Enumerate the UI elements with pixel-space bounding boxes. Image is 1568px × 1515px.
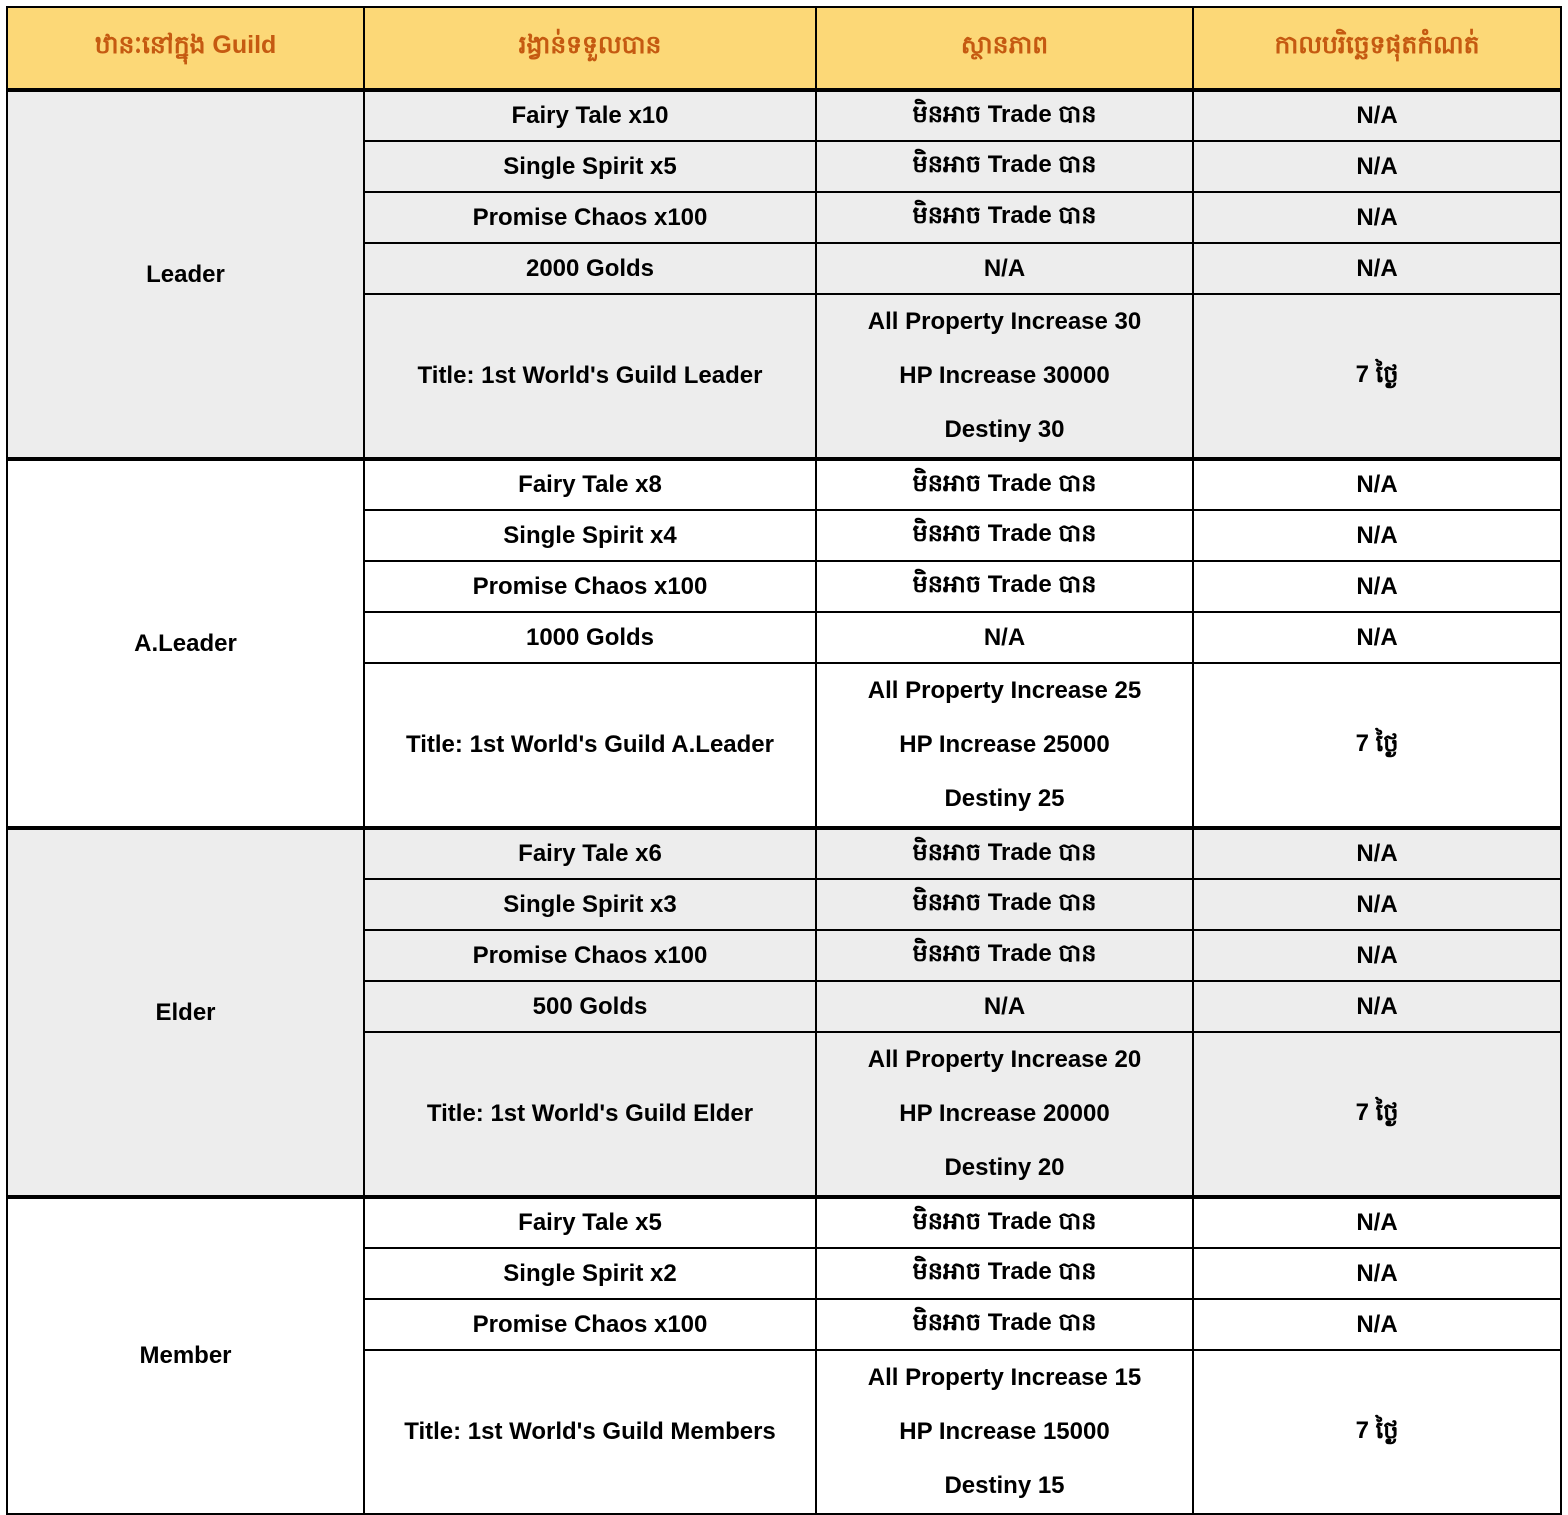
header-status: ស្ថានភាព [816, 7, 1193, 90]
status-line: All Property Increase 25 [867, 677, 1142, 704]
status-line: Destiny 30 [944, 416, 1065, 443]
reward-cell: Single Spirit x2 [364, 1248, 816, 1299]
expiry-cell: N/A [1193, 1248, 1561, 1299]
status-line: HP Increase 20000 [899, 1100, 1110, 1127]
status-line: មិនអាច Trade បាន [912, 571, 1097, 598]
header-row [7, 7, 1561, 90]
reward-cell: Promise Chaos x100 [364, 930, 816, 981]
reward-cell: Fairy Tale x5 [364, 1197, 816, 1248]
guild-rank-cell: Member [7, 1197, 364, 1514]
expiry-cell: N/A [1193, 243, 1561, 294]
reward-cell: Title: 1st World's Guild Leader [364, 294, 816, 459]
header-reward: រង្វាន់ទទួលបាន [364, 7, 816, 90]
status-cell [816, 930, 1193, 981]
reward-cell: Single Spirit x4 [364, 510, 816, 561]
status-line: HP Increase 30000 [899, 362, 1110, 389]
reward-cell: Fairy Tale x10 [364, 90, 816, 141]
status-cell [816, 1197, 1193, 1248]
table-row [7, 90, 1561, 141]
status-line: All Property Increase 20 [867, 1046, 1142, 1073]
header-expiry: កាលបរិច្ឆេទផុតកំណត់ [1193, 7, 1561, 90]
status-cell [816, 612, 1193, 663]
status-line: Destiny 25 [944, 785, 1065, 812]
status-cell [816, 981, 1193, 1032]
expiry-cell: N/A [1193, 141, 1561, 192]
status-cell [816, 243, 1193, 294]
expiry-cell: N/A [1193, 879, 1561, 930]
reward-cell: Title: 1st World's Guild A.Leader [364, 663, 816, 828]
status-cell [816, 1350, 1193, 1514]
status-cell [816, 510, 1193, 561]
expiry-cell: 7 ថ្ងៃ [1193, 294, 1561, 459]
expiry-cell: N/A [1193, 192, 1561, 243]
expiry-cell: N/A [1193, 510, 1561, 561]
status-line: មិនអាច Trade បាន [912, 889, 1097, 916]
expiry-cell: N/A [1193, 930, 1561, 981]
status-line: មិនអាច Trade បាន [912, 1207, 1097, 1235]
table-body [7, 90, 1561, 1514]
status-line: មិនអាច Trade បាន [912, 940, 1097, 967]
status-cell [816, 90, 1193, 141]
status-line: Destiny 20 [944, 1154, 1065, 1181]
status-line: N/A [983, 992, 1026, 1020]
status-line: មិនអាច Trade បាន [912, 469, 1097, 497]
expiry-cell: N/A [1193, 561, 1561, 612]
reward-cell: Promise Chaos x100 [364, 561, 816, 612]
reward-cell: Single Spirit x5 [364, 141, 816, 192]
status-line: មិនអាច Trade បាន [912, 151, 1097, 178]
status-cell [816, 828, 1193, 879]
reward-cell: 2000 Golds [364, 243, 816, 294]
reward-cell: 500 Golds [364, 981, 816, 1032]
table-row [7, 828, 1561, 879]
expiry-cell: 7 ថ្ងៃ [1193, 663, 1561, 828]
status-line: N/A [983, 254, 1026, 282]
header-guild-rank: ឋានៈនៅក្នុង Guild [7, 7, 364, 90]
reward-cell: Title: 1st World's Guild Members [364, 1350, 816, 1514]
guild-rank-cell: A.Leader [7, 459, 364, 828]
status-cell [816, 561, 1193, 612]
guild-rank-cell: Elder [7, 828, 364, 1197]
status-line: All Property Increase 30 [867, 308, 1142, 335]
reward-cell: Single Spirit x3 [364, 879, 816, 930]
status-line: មិនអាច Trade បាន [912, 202, 1097, 229]
status-line: HP Increase 15000 [899, 1418, 1110, 1445]
status-line: N/A [983, 623, 1026, 651]
status-line: All Property Increase 15 [867, 1364, 1142, 1391]
expiry-cell: N/A [1193, 981, 1561, 1032]
status-cell [816, 1032, 1193, 1197]
status-cell [816, 663, 1193, 828]
status-cell [816, 141, 1193, 192]
status-cell [816, 879, 1193, 930]
expiry-cell: 7 ថ្ងៃ [1193, 1032, 1561, 1197]
status-line: មិនអាច Trade បាន [912, 1258, 1097, 1285]
expiry-cell: N/A [1193, 612, 1561, 663]
status-line: មិនអាច Trade បាន [912, 520, 1097, 547]
table-row [7, 459, 1561, 510]
expiry-cell: 7 ថ្ងៃ [1193, 1350, 1561, 1514]
reward-cell: Fairy Tale x8 [364, 459, 816, 510]
expiry-cell: N/A [1193, 1299, 1561, 1350]
status-line: មិនអាច Trade បាន [912, 838, 1097, 866]
reward-cell: Promise Chaos x100 [364, 1299, 816, 1350]
reward-cell: Promise Chaos x100 [364, 192, 816, 243]
reward-cell: Title: 1st World's Guild Elder [364, 1032, 816, 1197]
status-line: មិនអាច Trade បាន [912, 1309, 1097, 1336]
status-line: មិនអាច Trade បាន [912, 100, 1097, 128]
status-line: HP Increase 25000 [899, 731, 1110, 758]
status-cell [816, 192, 1193, 243]
status-cell [816, 1299, 1193, 1350]
status-cell [816, 1248, 1193, 1299]
expiry-cell: N/A [1193, 1197, 1561, 1248]
expiry-cell: N/A [1193, 90, 1561, 141]
expiry-cell: N/A [1193, 459, 1561, 510]
status-cell [816, 294, 1193, 459]
table-row [7, 1197, 1561, 1248]
guild-reward-table [6, 6, 1562, 1515]
expiry-cell: N/A [1193, 828, 1561, 879]
guild-rank-cell: Leader [7, 90, 364, 459]
status-cell [816, 459, 1193, 510]
status-line: Destiny 15 [944, 1472, 1065, 1499]
reward-cell: 1000 Golds [364, 612, 816, 663]
reward-cell: Fairy Tale x6 [364, 828, 816, 879]
